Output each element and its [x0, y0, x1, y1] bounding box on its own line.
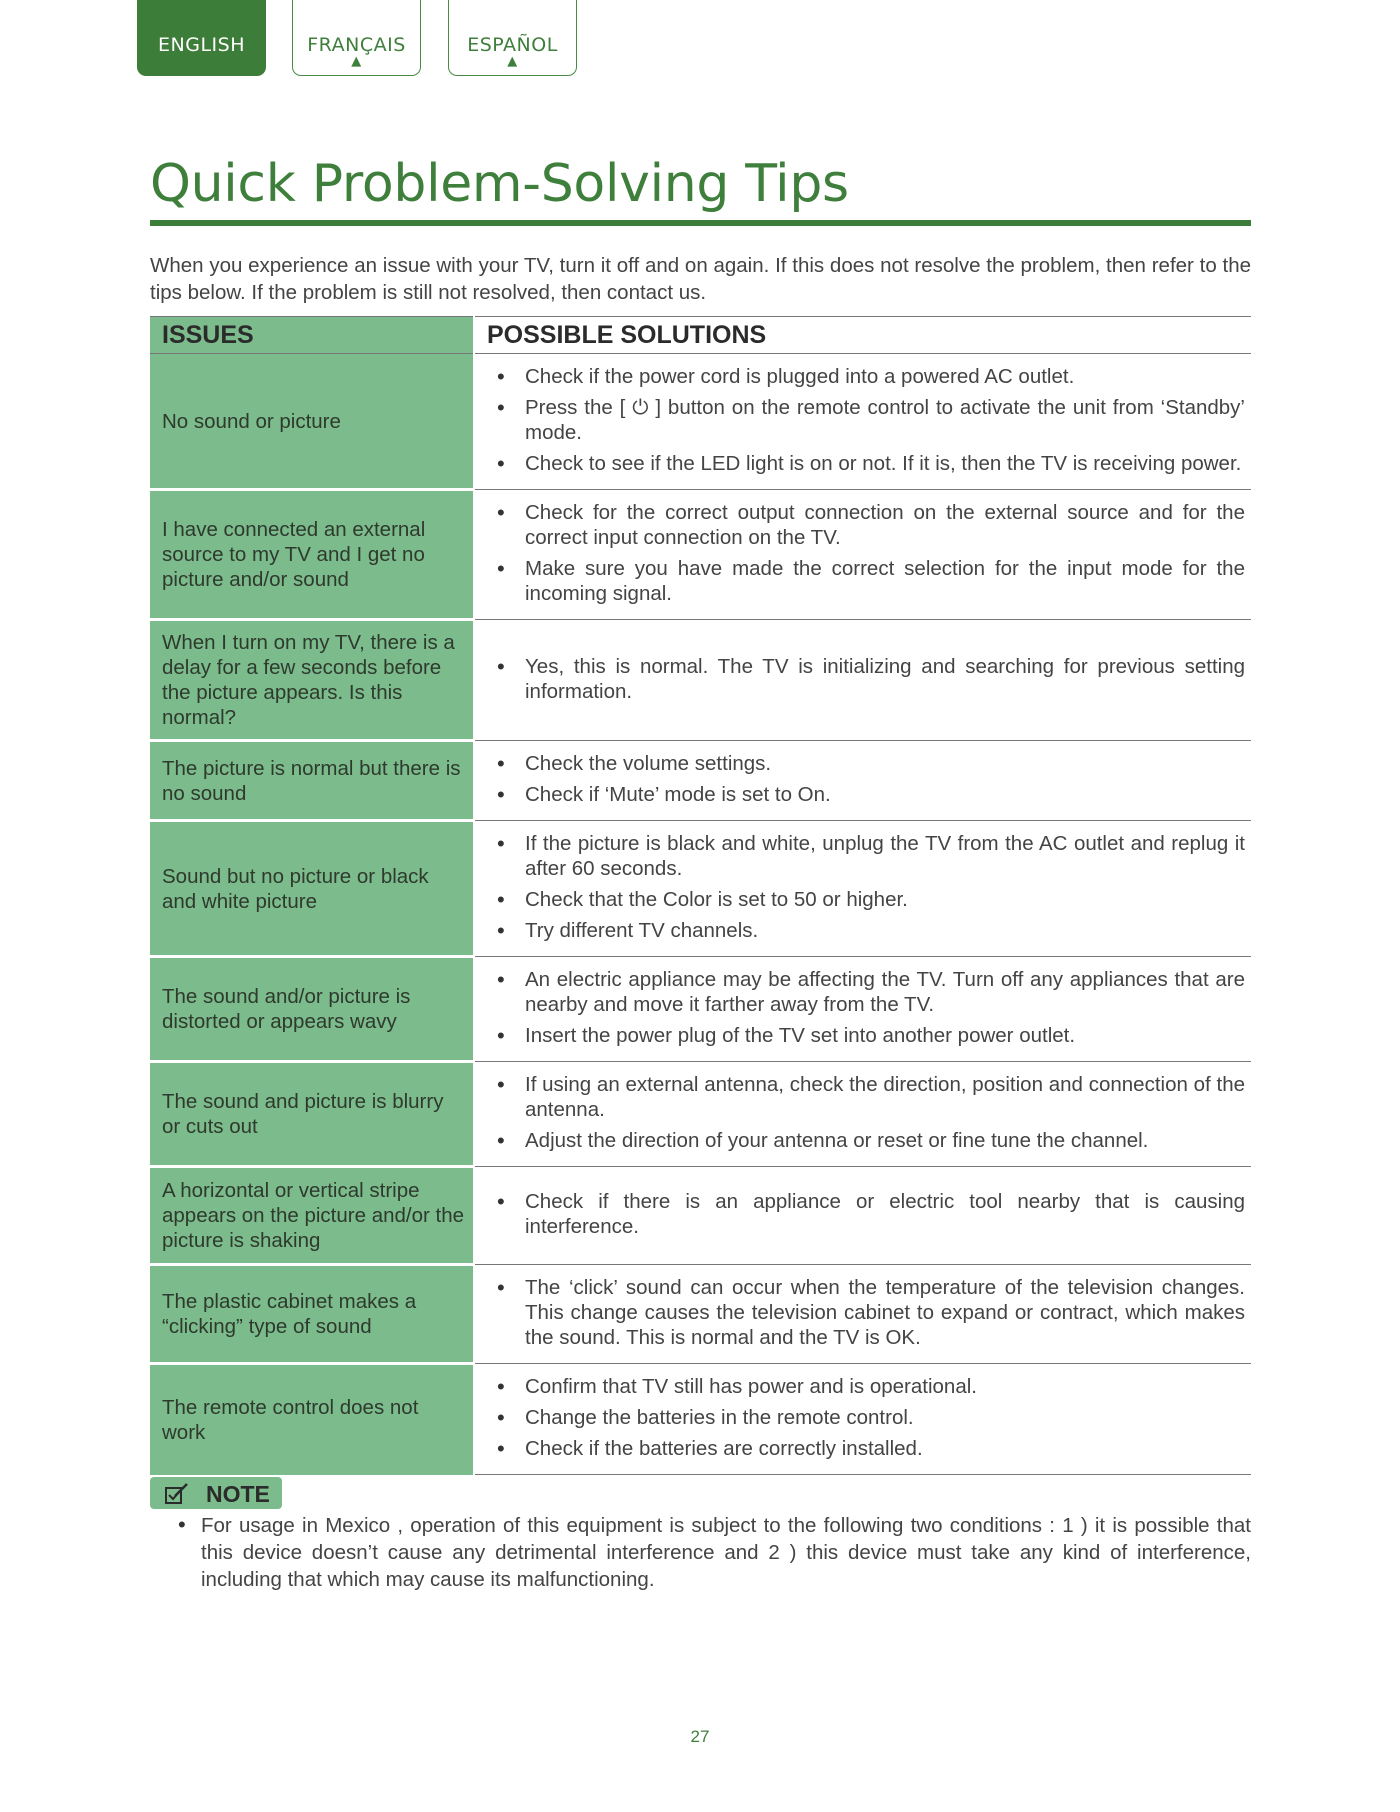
solution-item: • The ‘click’ sound can occur when the temperature of the television changes. This change causes the television cabinet to expand or contract, which makes the sound. This is normal and the TV is OK. [487, 1275, 1245, 1350]
issue-cell: Sound but no picture or black and white picture [150, 821, 474, 957]
solution-item: • Check if ‘Mute’ mode is set to On. [487, 782, 1245, 807]
solution-list [487, 1275, 1245, 1350]
up-arrow-icon: ▲ [351, 54, 362, 69]
up-arrow-icon: ▲ [507, 54, 518, 69]
solution-cell [474, 1265, 1251, 1364]
issue-cell: When I turn on my TV, there is a delay for a few seconds before the picture appears. Is this normal? [150, 620, 474, 741]
table-row [150, 957, 1251, 1062]
issue-cell: The sound and/or picture is distorted or appears wavy [150, 957, 474, 1062]
solution-list [487, 751, 1245, 807]
solution-item: • Adjust the direction of your antenna or reset or fine tune the channel. [487, 1128, 1245, 1153]
solution-item: • Check the volume settings. [487, 751, 1245, 776]
solution-item: • Check if the power cord is plugged into a powered AC outlet. [487, 364, 1245, 389]
solution-item: • Yes, this is normal. The TV is initializing and searching for previous setting information. [487, 654, 1245, 704]
tab-english-label: ENGLISH [158, 34, 245, 56]
table-row [150, 1265, 1251, 1364]
solution-item: • Check if the batteries are correctly installed. [487, 1436, 1245, 1461]
issue-cell: The picture is normal but there is no sound [150, 741, 474, 821]
solution-cell [474, 1364, 1251, 1475]
solution-cell [474, 1167, 1251, 1265]
solution-list [487, 1374, 1245, 1461]
issue-cell: A horizontal or vertical stripe appears on the picture and/or the picture is shaking [150, 1167, 474, 1265]
solution-item: • Check if there is an appliance or electric tool nearby that is causing interference. [487, 1189, 1245, 1239]
solution-cell [474, 620, 1251, 741]
note-text: For usage in Mexico , operation of this equipment is subject to the following two conditions : 1 ) it is possible that this device doesn’t cause any detrimental interference and 2 ) this device must take any kind of interference, including that which may cause its malfunctioning. [201, 1514, 1251, 1591]
solution-item: • If using an external antenna, check the direction, position and connection of the antenna. [487, 1072, 1245, 1122]
solution-cell [474, 354, 1251, 490]
solution-list [487, 364, 1245, 476]
note-label: NOTE [206, 1481, 270, 1507]
troubleshooting-table [150, 316, 1251, 1475]
solution-list [487, 831, 1245, 943]
tab-francais[interactable] [292, 0, 421, 76]
intro-paragraph: When you experience an issue with your TV, turn it off and on again. If this does not resolve the problem, then refer to the tips below. If the problem is still not resolved, then contact us. [150, 254, 1251, 304]
solution-item: • If the picture is black and white, unplug the TV from the AC outlet and replug it after 60 seconds. [487, 831, 1245, 881]
solution-cell [474, 741, 1251, 821]
solution-item: • Make sure you have made the correct selection for the input mode for the incoming signal. [487, 556, 1245, 606]
solution-cell [474, 490, 1251, 620]
solution-list [487, 1072, 1245, 1153]
table-row [150, 620, 1251, 741]
issue-cell: The sound and picture is blurry or cuts out [150, 1062, 474, 1167]
tab-francais-label: FRANÇAIS [307, 34, 406, 56]
solution-list [487, 1189, 1245, 1239]
issues-header: ISSUES [150, 317, 474, 354]
issue-cell: The remote control does not work [150, 1364, 474, 1475]
table-row [150, 741, 1251, 821]
table-row [150, 354, 1251, 490]
solution-item: • Insert the power plug of the TV set into another power outlet. [487, 1023, 1245, 1048]
solution-item: • Press the [ ⏻ ] button on the remote control to activate the unit from ‘Standby’ mode. [487, 395, 1245, 445]
solution-cell [474, 1062, 1251, 1167]
title-divider [150, 220, 1251, 226]
solution-list [487, 654, 1245, 704]
solution-item: • Check to see if the LED light is on or not. If it is, then the TV is receiving power. [487, 451, 1245, 476]
issue-cell: I have connected an external source to my TV and I get no picture and/or sound [150, 490, 474, 620]
solution-list [487, 500, 1245, 606]
solution-item: • An electric appliance may be affecting the TV. Turn off any appliances that are nearby and move it farther away from the TV. [487, 967, 1245, 1017]
solutions-header: POSSIBLE SOLUTIONS [474, 317, 1251, 354]
table-row [150, 1364, 1251, 1475]
table-row [150, 1167, 1251, 1265]
tab-english[interactable] [137, 0, 266, 76]
solution-list [487, 967, 1245, 1048]
table-header-row [150, 317, 1251, 354]
solution-cell [474, 821, 1251, 957]
table-row [150, 490, 1251, 620]
note-edit-icon [164, 1482, 190, 1506]
note-bullet: • [178, 1512, 186, 1537]
solution-item: • Check for the correct output connection on the external source and for the correct input connection on the TV. [487, 500, 1245, 550]
solution-item: • Try different TV channels. [487, 918, 1245, 943]
solution-cell [474, 957, 1251, 1062]
note-badge [150, 1477, 282, 1509]
page-title: Quick Problem-Solving Tips [150, 154, 849, 214]
page-number: 27 [690, 1727, 710, 1746]
tab-espanol[interactable] [448, 0, 577, 76]
table-row [150, 1062, 1251, 1167]
table-row [150, 821, 1251, 957]
tab-espanol-label: ESPAÑOL [467, 34, 558, 56]
solution-item: • Check that the Color is set to 50 or higher. [487, 887, 1245, 912]
solution-item: • Change the batteries in the remote control. [487, 1405, 1245, 1430]
issue-cell: No sound or picture [150, 354, 474, 490]
issue-cell: The plastic cabinet makes a “clicking” type of sound [150, 1265, 474, 1364]
solution-item: • Confirm that TV still has power and is operational. [487, 1374, 1245, 1399]
